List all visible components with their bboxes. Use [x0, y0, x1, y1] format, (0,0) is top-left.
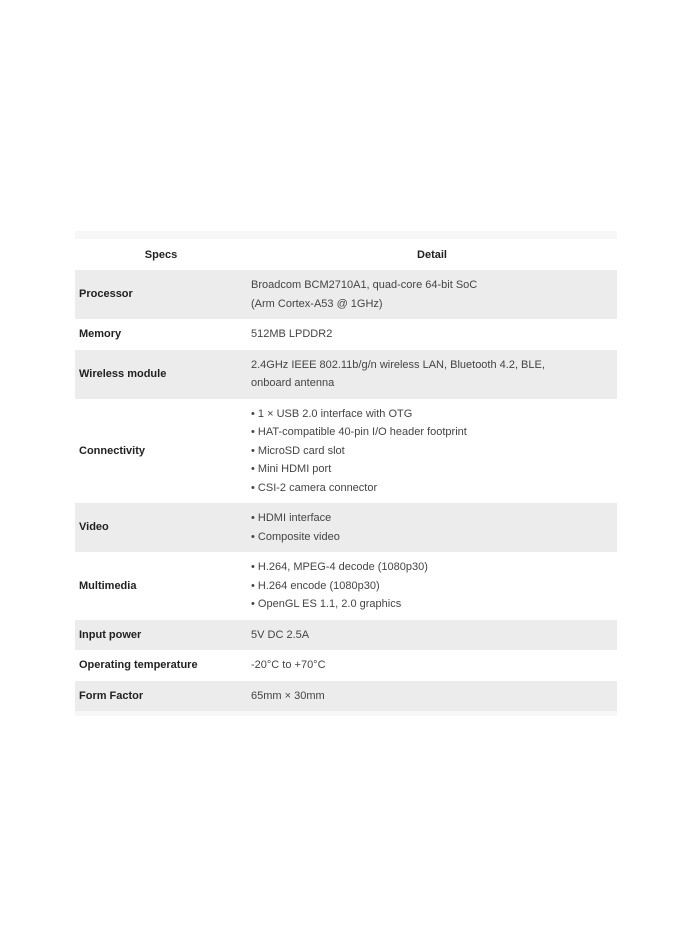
- spec-label: Wireless module: [75, 350, 247, 399]
- bullet-item: • CSI-2 camera connector: [251, 479, 613, 498]
- bullet-item: • MicroSD card slot: [251, 442, 613, 461]
- spec-detail: [247, 552, 617, 620]
- spec-detail: [247, 270, 617, 319]
- detail-line: Broadcom BCM2710A1, quad-core 64-bit SoC: [251, 279, 478, 291]
- spec-detail: [247, 681, 617, 712]
- bullet-item: • H.264 encode (1080p30): [251, 577, 613, 596]
- spec-detail: [247, 650, 617, 681]
- spec-label: Video: [75, 503, 247, 552]
- detail-line: 5V DC 2.5A: [251, 628, 310, 641]
- bullet-item: • 1 × USB 2.0 interface with OTG: [251, 405, 613, 424]
- spec-detail: [247, 620, 617, 651]
- spec-label: Processor: [75, 270, 247, 319]
- table-header-row: [75, 239, 617, 270]
- spec-label: Multimedia: [75, 552, 247, 620]
- spec-label: Operating temperature: [75, 650, 247, 681]
- bullet-item: • OpenGL ES 1.1, 2.0 graphics: [251, 595, 613, 614]
- table-row-operating-temperature: [75, 650, 617, 681]
- spec-label: Form Factor: [75, 681, 247, 712]
- table-row-multimedia: [75, 552, 617, 620]
- spec-label: Input power: [75, 620, 247, 651]
- detail-line: -20°C to +70°C: [251, 659, 326, 671]
- detail-line: 2.4GHz IEEE 802.11b/g/n wireless LAN, Bluetooth 4.2, BLE,: [251, 358, 545, 371]
- table-row-input-power: [75, 620, 617, 651]
- bullet-item: • HAT-compatible 40-pin I/O header footprint: [251, 423, 613, 442]
- spec-detail: [247, 399, 617, 504]
- table-row-connectivity: [75, 399, 617, 504]
- table-row-wireless-module: [75, 350, 617, 399]
- detail-line: 65mm × 30mm: [251, 689, 325, 702]
- detail-line: (Arm Cortex-A53 @ 1GHz): [251, 297, 383, 310]
- header-detail: Detail: [247, 239, 617, 270]
- spec-table-container: [75, 231, 617, 716]
- spec-table: [75, 239, 617, 711]
- detail-line: 512MB LPDDR2: [251, 328, 333, 340]
- spec-detail: [247, 319, 617, 350]
- table-row-processor: [75, 270, 617, 319]
- bullet-item: • Mini HDMI port: [251, 460, 613, 479]
- detail-line: onboard antenna: [251, 377, 335, 389]
- spec-detail: [247, 350, 617, 399]
- spec-label: Connectivity: [75, 399, 247, 504]
- bullet-item: • H.264, MPEG-4 decode (1080p30): [251, 558, 613, 577]
- header-specs: Specs: [75, 239, 247, 270]
- bullet-item: • HDMI interface: [251, 509, 613, 528]
- spec-detail: [247, 503, 617, 552]
- bullet-item: • Composite video: [251, 528, 613, 547]
- spec-label: Memory: [75, 319, 247, 350]
- table-row-memory: [75, 319, 617, 350]
- table-row-form-factor: [75, 681, 617, 712]
- table-row-video: [75, 503, 617, 552]
